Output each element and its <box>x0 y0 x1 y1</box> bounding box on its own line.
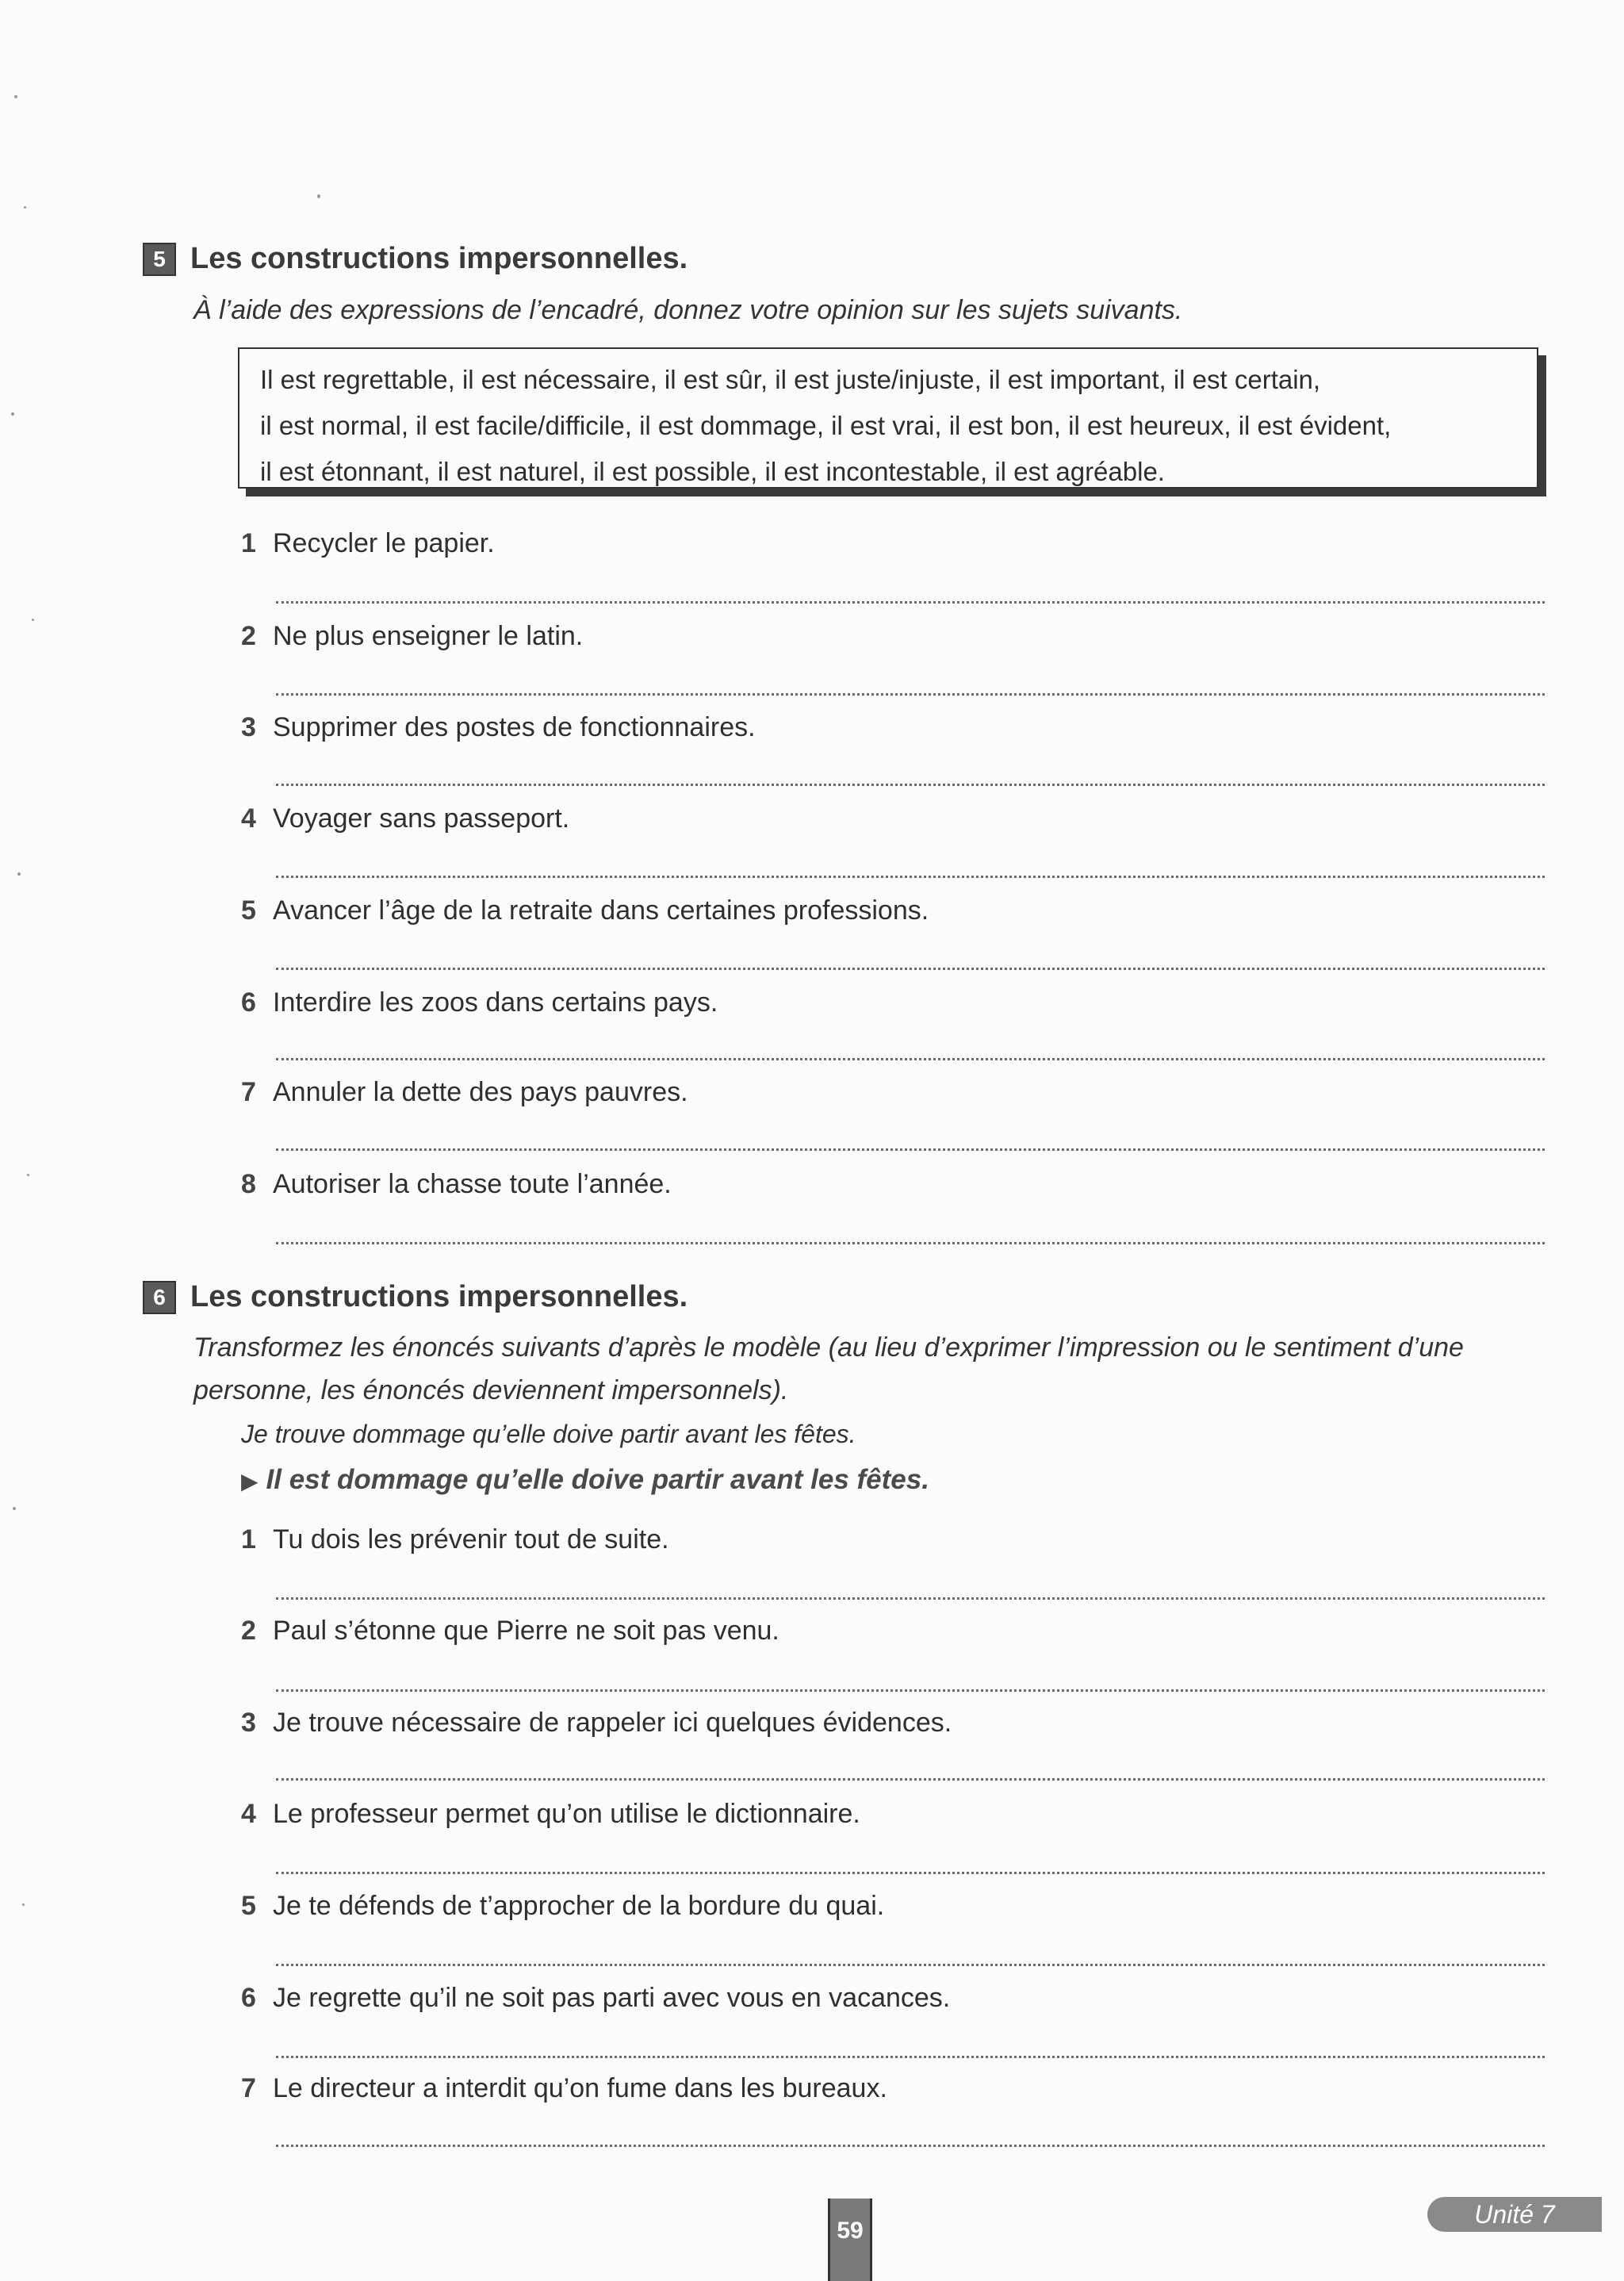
exercise-instruction: Transformez les énoncés suivants d’après le modèle (au lieu d’exprimer l’impression ou le sentiment d’une <box>193 1332 1464 1363</box>
answer-line[interactable] <box>276 1689 1545 1692</box>
answer-line[interactable] <box>276 693 1545 696</box>
answer-line[interactable] <box>276 1778 1545 1781</box>
play-arrow-icon: ▶ <box>241 1469 259 1493</box>
item-number: 1 <box>241 528 256 558</box>
expressions-box <box>238 347 1538 489</box>
model-answer-text: Il est dommage qu’elle doive partir avant les fêtes. <box>266 1464 929 1495</box>
item-number: 6 <box>241 1983 256 2013</box>
item-text: Interdire les zoos dans certains pays. <box>273 987 718 1018</box>
answer-line[interactable] <box>276 1597 1545 1600</box>
exercise-item <box>241 1524 669 1555</box>
exercise-title: Les constructions impersonnelles. <box>190 242 688 275</box>
item-text: Supprimer des postes de fonctionnaires. <box>273 712 756 742</box>
item-number: 7 <box>241 1077 256 1107</box>
item-number: 3 <box>241 1708 256 1738</box>
exercise-item <box>241 1077 688 1108</box>
expressions-line: il est normal, il est facile/difficile, il est dommage, il est vrai, il est bon, il est heureux, il est évident, <box>260 411 1392 440</box>
exercise-item <box>241 895 929 926</box>
answer-line[interactable] <box>276 2056 1545 2058</box>
exercise-number-badge: 6 <box>143 1281 176 1314</box>
scan-speck <box>14 95 17 98</box>
exercise-item <box>241 1616 779 1647</box>
item-number: 2 <box>241 1616 256 1646</box>
scan-speck <box>13 1507 16 1510</box>
scan-speck <box>317 194 320 198</box>
scan-speck <box>11 412 14 416</box>
answer-line[interactable] <box>276 1148 1545 1151</box>
answer-line[interactable] <box>276 1242 1545 1244</box>
item-number: 3 <box>241 712 256 742</box>
scan-speck <box>27 1174 29 1176</box>
unit-badge: Unité 7 <box>1427 2197 1602 2232</box>
item-text: Recycler le papier. <box>273 528 495 558</box>
exercise-item <box>241 1891 884 1922</box>
item-number: 8 <box>241 1169 256 1199</box>
answer-line[interactable] <box>276 784 1545 786</box>
exercise-6-header <box>143 1280 688 1314</box>
item-text: Je regrette qu’il ne soit pas parti avec vous en vacances. <box>273 1983 951 2013</box>
exercise-5-header <box>143 242 688 276</box>
item-text: Voyager sans passeport. <box>273 803 570 834</box>
scan-speck <box>32 619 34 621</box>
item-text: Paul s’étonne que Pierre ne soit pas venu. <box>273 1616 779 1646</box>
exercise-item <box>241 1983 950 2014</box>
exercise-number-badge: 5 <box>143 243 176 276</box>
item-text: Le directeur a interdit qu’on fume dans les bureaux. <box>273 2073 887 2103</box>
expressions-line: Il est regrettable, il est nécessaire, il est sûr, il est juste/injuste, il est important, il est certain, <box>260 365 1321 394</box>
item-number: 5 <box>241 895 256 926</box>
exercise-title: Les constructions impersonnelles. <box>190 1280 688 1313</box>
item-text: Le professeur permet qu’on utilise le dictionnaire. <box>273 1799 860 1829</box>
exercise-item <box>241 2073 887 2104</box>
answer-line[interactable] <box>276 968 1545 970</box>
item-text: Je te défends de t’approcher de la bordure du quai. <box>273 1891 885 1921</box>
model-example: Je trouve dommage qu’elle doive partir avant les fêtes. <box>241 1420 856 1448</box>
answer-line[interactable] <box>276 601 1545 604</box>
expressions-line: il est étonnant, il est naturel, il est possible, il est incontestable, il est agréable. <box>260 457 1165 486</box>
exercise-item <box>241 1799 860 1830</box>
exercise-item <box>241 712 756 743</box>
item-text: Avancer l’âge de la retraite dans certaines professions. <box>273 895 929 926</box>
exercise-item <box>241 987 718 1018</box>
item-number: 6 <box>241 987 256 1018</box>
answer-line[interactable] <box>276 876 1545 878</box>
item-text: Tu dois les prévenir tout de suite. <box>273 1524 669 1555</box>
item-text: Ne plus enseigner le latin. <box>273 621 584 651</box>
item-number: 5 <box>241 1891 256 1921</box>
scan-speck <box>24 206 26 209</box>
item-number: 4 <box>241 803 256 834</box>
item-number: 2 <box>241 621 256 651</box>
item-number: 1 <box>241 1524 256 1555</box>
exercise-item <box>241 803 569 834</box>
scan-speck <box>17 872 21 876</box>
item-number: 7 <box>241 2073 256 2103</box>
exercise-item <box>241 1708 952 1739</box>
item-text: Je trouve nécessaire de rappeler ici quelques évidences. <box>273 1708 952 1738</box>
answer-line[interactable] <box>276 1964 1545 1966</box>
answer-line[interactable] <box>276 2145 1545 2147</box>
exercise-instruction: personne, les énoncés deviennent impersonnels). <box>193 1375 789 1405</box>
page-number: 59 <box>828 2199 872 2281</box>
exercise-instruction: À l’aide des expressions de l’encadré, donnez votre opinion sur les sujets suivants. <box>193 295 1183 325</box>
exercise-item <box>241 621 583 652</box>
exercise-item <box>241 528 495 559</box>
item-number: 4 <box>241 1799 256 1829</box>
exercise-item <box>241 1169 672 1200</box>
item-text: Autoriser la chasse toute l’année. <box>273 1169 672 1199</box>
answer-line[interactable] <box>276 1872 1545 1874</box>
item-text: Annuler la dette des pays pauvres. <box>273 1077 688 1107</box>
model-answer <box>241 1464 929 1496</box>
scan-speck <box>22 1903 25 1906</box>
answer-line[interactable] <box>276 1058 1545 1060</box>
